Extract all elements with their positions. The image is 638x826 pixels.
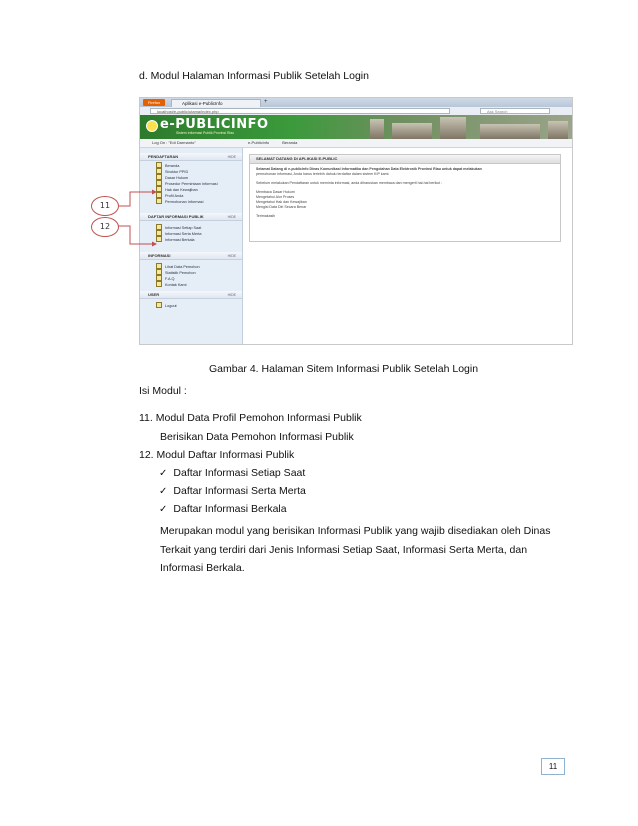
section-title: DAFTAR INFORMASI PUBLIK bbox=[148, 214, 204, 219]
figure-caption: Gambar 4. Halaman Sitem Informasi Publik Setelah Login bbox=[209, 363, 479, 375]
isi-modul-label: Isi Modul : bbox=[139, 385, 187, 397]
browser-tab: Aplikasi e-PublicInfo bbox=[171, 99, 261, 107]
address-field: localhost/e-public/utama/index.php bbox=[150, 108, 450, 114]
new-tab-icon: + bbox=[264, 99, 268, 105]
sidebar-item-profil: Profil Anda bbox=[156, 192, 183, 199]
sidebar-item: Informasi Setiap Saat bbox=[156, 224, 201, 231]
page-number: 11 bbox=[541, 758, 565, 775]
paragraph-line: Merupakan modul yang berisikan Informasi Publik yang wajib disediakan oleh Dinas bbox=[160, 525, 551, 537]
callout-12: 12 bbox=[91, 217, 119, 237]
checklist-item: ✓ Daftar Informasi Setiap Saat bbox=[159, 467, 305, 480]
sidebar-item: Kontak Kami bbox=[156, 281, 187, 288]
arrow-head-icon bbox=[152, 190, 157, 195]
sidebar-item: Prosedur Permintaan Informasi bbox=[156, 180, 218, 187]
welcome-line: Sebelum melakukan Pendaftaran untuk meminta informasi, anda diharuskan membaca dan mengerti hal-hal berikut : bbox=[256, 181, 443, 185]
sidebar-item: Hak dan Kewajiban bbox=[156, 186, 198, 193]
sidebar-item: Beranda bbox=[156, 162, 179, 169]
callout-line-12 bbox=[117, 226, 153, 244]
logged-user: Log On : "Edi Darmanto" bbox=[152, 140, 196, 145]
sidebar-item: Dasar Hukum bbox=[156, 174, 188, 181]
paragraph-line: Informasi Berkala. bbox=[160, 562, 245, 574]
welcome-line: Mengisi Data Diri Secara Benar bbox=[256, 205, 307, 209]
sidebar-item: F.A.Q bbox=[156, 275, 175, 282]
callout-line-11 bbox=[117, 192, 153, 206]
firefox-menu-button: Firefox bbox=[143, 99, 165, 106]
welcome-line: permohonan informasi, Anda harus terlebih dahulu terdaftar dalam sistem KIP kami. bbox=[256, 172, 390, 176]
welcome-line: Selamat Datang di e-publicInfo Dinas Komunikasi Informatika dan Pengolahan Data Elektronik Provinsi Riau untuk dapat melakukan bbox=[256, 167, 482, 171]
sidebar-item-logout: Logout bbox=[156, 302, 177, 309]
welcome-line: Mengetahui Hak dan Kewajiban bbox=[256, 200, 307, 204]
browser-search-field: Ask Search bbox=[480, 108, 550, 114]
top-nav-item: Beranda bbox=[282, 140, 298, 145]
section-toggle: HIDE bbox=[227, 293, 236, 297]
checklist-item: ✓ Daftar Informasi Serta Merta bbox=[159, 485, 306, 498]
sidebar-item-berkala: Informasi Berkala bbox=[156, 236, 195, 243]
checklist-item: ✓ Daftar Informasi Berkala bbox=[159, 503, 287, 516]
welcome-line: Terimakasih bbox=[256, 214, 276, 218]
sidebar-item: Permohonan Informasi bbox=[156, 198, 203, 205]
site-logo: e-PUBLICINFO bbox=[160, 117, 269, 132]
sidebar-item: Statistik Pemohon bbox=[156, 269, 196, 276]
sidebar-item: Lihat Data Pemohon bbox=[156, 263, 200, 270]
top-nav-item: e-PublicInfo bbox=[248, 140, 270, 145]
section-title: USER bbox=[148, 292, 160, 297]
paragraph-line: Terkait yang terdiri dari Jenis Informasi Setiap Saat, Informasi Serta Merta, dan bbox=[160, 544, 528, 556]
section-title: INFORMASI bbox=[148, 253, 171, 258]
item-12-title: 12. Modul Daftar Informasi Publik bbox=[139, 449, 295, 461]
item-11-description: Berisikan Data Pemohon Informasi Publik bbox=[160, 431, 354, 443]
sidebar-item: Struktur PPID bbox=[156, 168, 188, 175]
callout-11: 11 bbox=[91, 196, 119, 216]
section-toggle: HIDE bbox=[227, 155, 236, 159]
site-tagline: Sistem Informasi Publik Provinsi Riau bbox=[176, 131, 235, 135]
arrow-head-icon bbox=[152, 242, 157, 247]
section-heading: d. Modul Halaman Informasi Publik Setelah Login bbox=[139, 70, 369, 82]
section-toggle: HIDE bbox=[227, 254, 236, 258]
welcome-line: Mengetahui Alur Proses bbox=[256, 195, 295, 199]
sidebar-item: Informasi Serta Merta bbox=[156, 230, 202, 237]
welcome-line: Membaca Dasar Hukum bbox=[256, 190, 295, 194]
item-11-title: 11. Modul Data Profil Pemohon Informasi Publik bbox=[139, 412, 362, 424]
section-title: PENDAFTARAN bbox=[148, 154, 179, 159]
section-toggle: HIDE bbox=[227, 215, 236, 219]
welcome-title: SELAMAT DATANG DI APLIKASI E-PUBLIC bbox=[256, 156, 338, 161]
